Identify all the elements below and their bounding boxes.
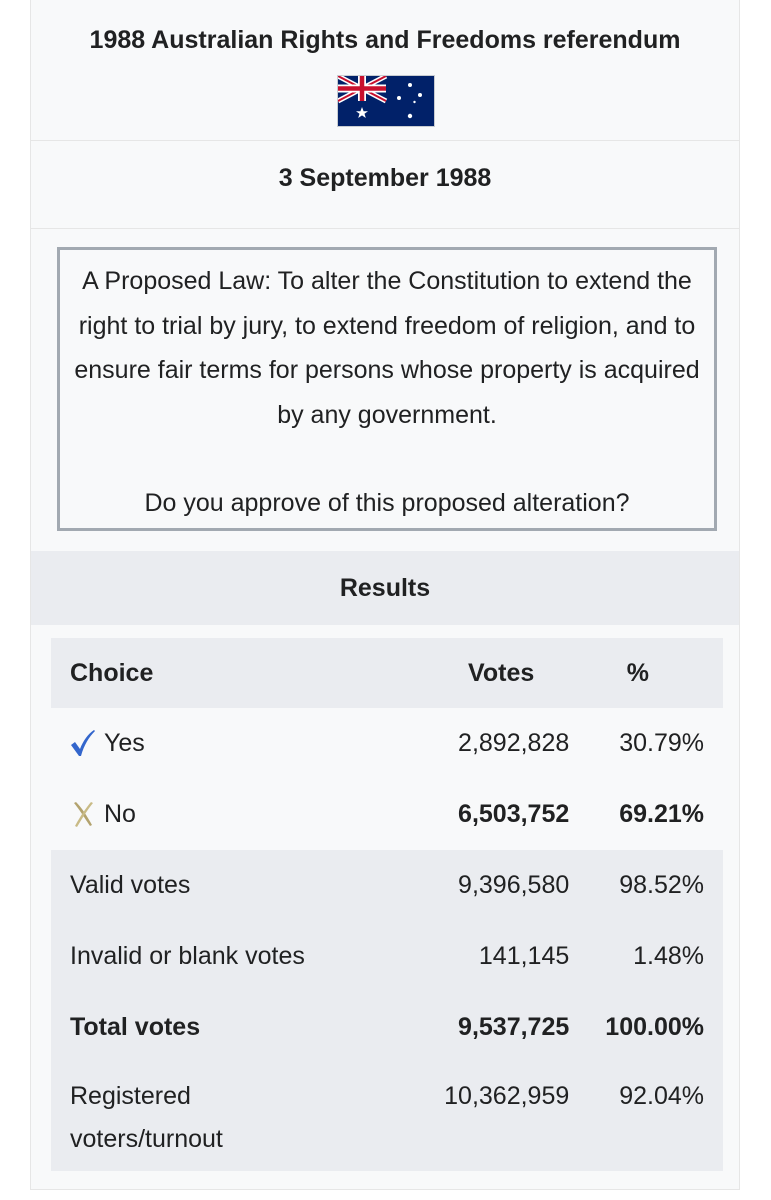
question-ask: Do you approve of this proposed alteration?	[144, 489, 630, 517]
votes-yes: 2,892,828	[458, 729, 570, 757]
summary-row-registered	[51, 1063, 723, 1171]
check-icon	[70, 729, 96, 757]
percent-registered: 92.04%	[619, 1082, 704, 1110]
referendum-infobox	[30, 0, 740, 1190]
cross-icon	[70, 800, 96, 828]
percent-invalid: 1.48%	[633, 942, 704, 970]
votes-no: 6,503,752	[458, 800, 570, 828]
column-header-choice: Choice	[70, 658, 154, 687]
question-box	[57, 247, 717, 531]
summary-label-total: Total votes	[70, 1013, 201, 1041]
choice-label-yes: Yes	[104, 729, 145, 757]
referendum-date: 3 September 1988	[278, 164, 492, 192]
column-header-percent: %	[626, 658, 649, 687]
percent-yes: 30.79%	[619, 729, 704, 757]
votes-total: 9,537,725	[458, 1013, 570, 1041]
choice-row-yes	[51, 708, 723, 779]
date-section	[31, 140, 739, 229]
percent-no: 69.21%	[619, 800, 704, 828]
results-header-row	[51, 638, 723, 708]
choice-row-no	[51, 779, 723, 850]
votes-invalid: 141,145	[478, 942, 570, 970]
summary-row-invalid	[51, 921, 723, 992]
votes-registered: 10,362,959	[444, 1082, 570, 1110]
votes-valid: 9,396,580	[458, 871, 570, 899]
australian-flag-icon[interactable]	[338, 76, 434, 126]
question-text: A Proposed Law: To alter the Constitution to extend the right to trial by jury, to extend freedom of religion, and to ensure fair terms for persons whose property is acquired by any government.	[74, 267, 700, 429]
results-heading: Results	[31, 551, 739, 625]
choice-label-no: No	[104, 800, 136, 828]
infobox-title: 1988 Australian Rights and Freedoms referendum	[89, 26, 681, 54]
choice-cell	[51, 779, 425, 850]
column-header-votes: Votes	[468, 658, 535, 687]
summary-row-valid	[51, 850, 723, 921]
summary-label-invalid: Invalid or blank votes	[70, 942, 305, 970]
title-section	[31, 0, 739, 141]
results-table	[51, 638, 723, 1171]
summary-label-registered: Registered voters/turnout	[70, 1082, 223, 1153]
choice-cell	[51, 708, 425, 779]
percent-valid: 98.52%	[619, 871, 704, 899]
summary-label-valid: Valid votes	[70, 871, 191, 899]
summary-row-total	[51, 992, 723, 1063]
percent-total: 100.00%	[605, 1013, 704, 1041]
